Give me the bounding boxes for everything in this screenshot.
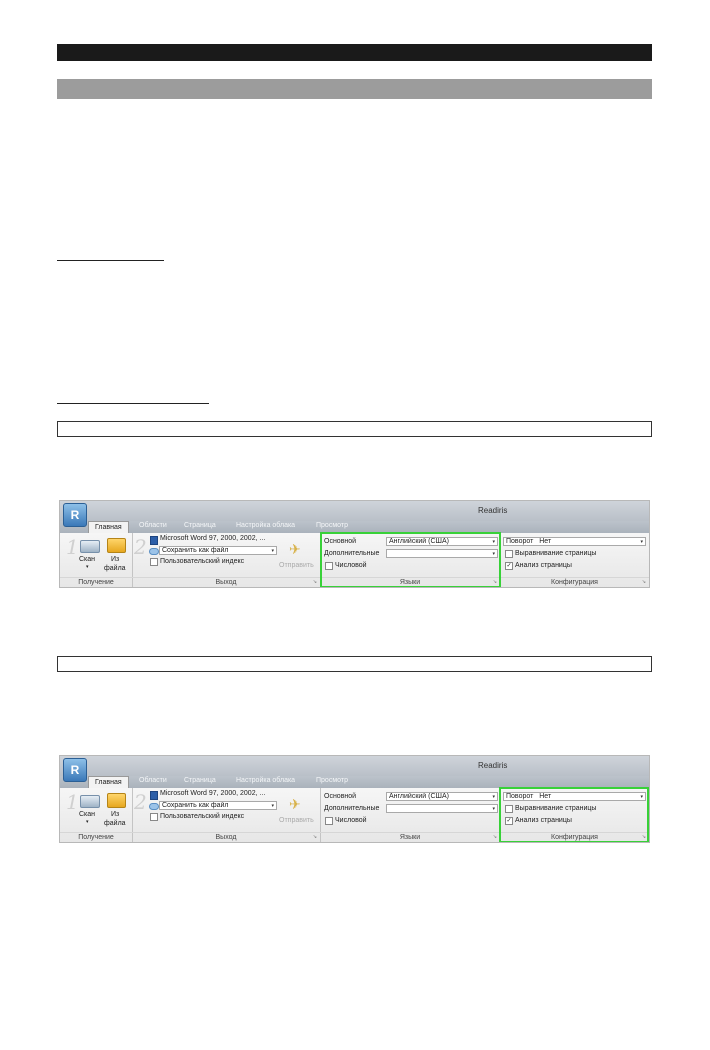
send-icon[interactable]: ✈ <box>289 541 301 557</box>
chevron-down-icon: ▾ <box>492 539 495 545</box>
primary-language-dropdown[interactable] <box>386 537 498 546</box>
ribbon-tabs <box>60 521 649 533</box>
custom-index-label: Пользовательский индекс <box>160 558 245 565</box>
from-file-label-1[interactable]: Из <box>111 811 120 818</box>
secondary-language-label: Дополнительные <box>324 805 380 812</box>
chevron-down-icon: ▾ <box>640 539 643 545</box>
caption-frame-2 <box>57 656 652 672</box>
custom-index-checkbox[interactable] <box>150 558 158 566</box>
tab-home[interactable]: Главная <box>88 521 129 533</box>
tab-view[interactable]: Просмотр <box>316 522 348 529</box>
group-output <box>132 788 321 842</box>
page-analysis-checkbox[interactable]: ✓ <box>506 818 512 824</box>
chevron-down-icon: ▾ <box>640 794 643 800</box>
group-acquire <box>60 533 133 587</box>
output-launcher-icon[interactable]: ↘ <box>312 579 317 585</box>
deskew-checkbox[interactable] <box>505 805 513 813</box>
ribbon-body <box>60 533 649 588</box>
rotation-dropdown[interactable] <box>503 792 646 801</box>
app-title: Readiris <box>478 761 508 770</box>
rotation-value: Нет <box>539 538 552 545</box>
tab-areas[interactable]: Области <box>139 777 167 784</box>
from-file-label-1[interactable]: Из <box>111 556 120 563</box>
save-cloud-icon <box>149 548 159 555</box>
rotation-dropdown[interactable] <box>503 537 646 546</box>
secondary-language-label: Дополнительные <box>324 550 380 557</box>
primary-language-value: Английский (США) <box>389 538 449 545</box>
chevron-down-icon: ▾ <box>492 551 495 557</box>
output-format[interactable]: Microsoft Word 97, 2000, 2002, ... <box>160 790 266 797</box>
page-analysis-label: Анализ страницы <box>515 562 572 569</box>
scan-button[interactable]: Скан <box>79 556 96 563</box>
group-label-languages: Языки <box>320 832 500 841</box>
send-button[interactable]: Отправить <box>279 817 314 824</box>
group-acquire <box>60 788 133 842</box>
ribbon-screenshot-2 <box>59 755 650 843</box>
chevron-down-icon: ▾ <box>492 794 495 800</box>
group-label-config: Конфигурация <box>500 832 649 841</box>
save-as-file-label: Сохранить как файл <box>162 547 229 554</box>
scan-dropdown-icon[interactable]: ▾ <box>86 819 89 825</box>
output-launcher-icon[interactable]: ↘ <box>312 834 317 840</box>
header-black-bar <box>57 44 652 61</box>
group-languages <box>320 533 501 587</box>
tab-cloud-settings[interactable]: Настройка облака <box>236 522 296 529</box>
ribbon-title-bar <box>60 756 649 776</box>
group-config <box>500 533 649 587</box>
numeric-checkbox[interactable] <box>325 562 333 570</box>
chevron-down-icon: ▾ <box>271 548 274 554</box>
group-label-acquire: Получение <box>60 832 132 841</box>
group-label-languages: Языки <box>320 577 500 586</box>
word-format-icon <box>150 536 158 545</box>
group-label-output: Выход <box>132 577 320 586</box>
primary-language-label: Основной <box>324 793 357 800</box>
numeric-label: Числовой <box>335 562 367 569</box>
save-as-file-dropdown[interactable] <box>159 801 277 810</box>
app-title: Readiris <box>478 506 508 515</box>
from-file-label-2[interactable]: файла <box>104 565 126 572</box>
send-button[interactable]: Отправить <box>279 562 314 569</box>
ribbon-screenshot-1 <box>59 500 650 588</box>
folder-icon[interactable] <box>107 538 126 553</box>
ribbon-body <box>60 788 649 843</box>
heading-underline-1 <box>57 260 164 261</box>
numeric-checkbox[interactable] <box>325 817 333 825</box>
ribbon-tabs <box>60 776 649 788</box>
scan-dropdown-icon[interactable]: ▾ <box>86 564 89 570</box>
tab-cloud-settings[interactable]: Настройка облака <box>236 777 296 784</box>
custom-index-checkbox[interactable] <box>150 813 158 821</box>
readiris-logo-icon[interactable]: R <box>63 503 87 527</box>
config-launcher-icon[interactable]: ↘ <box>641 579 646 585</box>
deskew-checkbox[interactable] <box>505 550 513 558</box>
languages-launcher-icon[interactable]: ↘ <box>492 579 497 585</box>
page-analysis-checkbox[interactable]: ✓ <box>506 563 512 569</box>
save-cloud-icon <box>149 803 159 810</box>
tab-areas[interactable]: Области <box>139 522 167 529</box>
group-config <box>500 788 649 842</box>
deskew-label: Выравнивание страницы <box>515 805 597 812</box>
group-languages <box>320 788 501 842</box>
send-icon[interactable]: ✈ <box>289 796 301 812</box>
custom-index-label: Пользовательский индекс <box>160 813 245 820</box>
scan-icon[interactable] <box>80 540 100 553</box>
folder-icon[interactable] <box>107 793 126 808</box>
primary-language-label: Основной <box>324 538 357 545</box>
caption-frame-1 <box>57 421 652 437</box>
scan-button[interactable]: Скан <box>79 811 96 818</box>
group-output <box>132 533 321 587</box>
readiris-logo-icon[interactable]: R <box>63 758 87 782</box>
primary-language-dropdown[interactable] <box>386 792 498 801</box>
tab-page[interactable]: Страница <box>184 522 216 529</box>
step-2-number: 2 <box>134 535 147 559</box>
from-file-label-2[interactable]: файла <box>104 820 126 827</box>
languages-launcher-icon[interactable]: ↘ <box>492 834 497 840</box>
secondary-language-dropdown[interactable] <box>386 549 498 558</box>
chevron-down-icon: ▾ <box>492 806 495 812</box>
step-1-number: 1 <box>66 535 79 559</box>
tab-page[interactable]: Страница <box>184 777 216 784</box>
chevron-down-icon: ▾ <box>271 803 274 809</box>
tab-home[interactable]: Главная <box>88 776 129 788</box>
numeric-label: Числовой <box>335 817 367 824</box>
step-2-number: 2 <box>134 790 147 814</box>
deskew-label: Выравнивание страницы <box>515 550 597 557</box>
ribbon-title-bar <box>60 501 649 521</box>
primary-language-value: Английский (США) <box>389 793 449 800</box>
word-format-icon <box>150 791 158 800</box>
section-gray-bar <box>57 79 652 99</box>
group-label-output: Выход <box>132 832 320 841</box>
tab-view[interactable]: Просмотр <box>316 777 348 784</box>
save-as-file-label: Сохранить как файл <box>162 802 229 809</box>
rotation-label: Поворот <box>506 793 534 800</box>
rotation-label: Поворот <box>506 538 534 545</box>
page-analysis-label: Анализ страницы <box>515 817 572 824</box>
heading-underline-2 <box>57 403 209 404</box>
save-as-file-dropdown[interactable] <box>159 546 277 555</box>
output-format[interactable]: Microsoft Word 97, 2000, 2002, ... <box>160 535 266 542</box>
config-launcher-icon[interactable]: ↘ <box>641 834 646 840</box>
group-label-acquire: Получение <box>60 577 132 586</box>
group-label-config: Конфигурация <box>500 577 649 586</box>
secondary-language-dropdown[interactable] <box>386 804 498 813</box>
step-1-number: 1 <box>66 790 79 814</box>
scan-icon[interactable] <box>80 795 100 808</box>
rotation-value: Нет <box>539 793 552 800</box>
